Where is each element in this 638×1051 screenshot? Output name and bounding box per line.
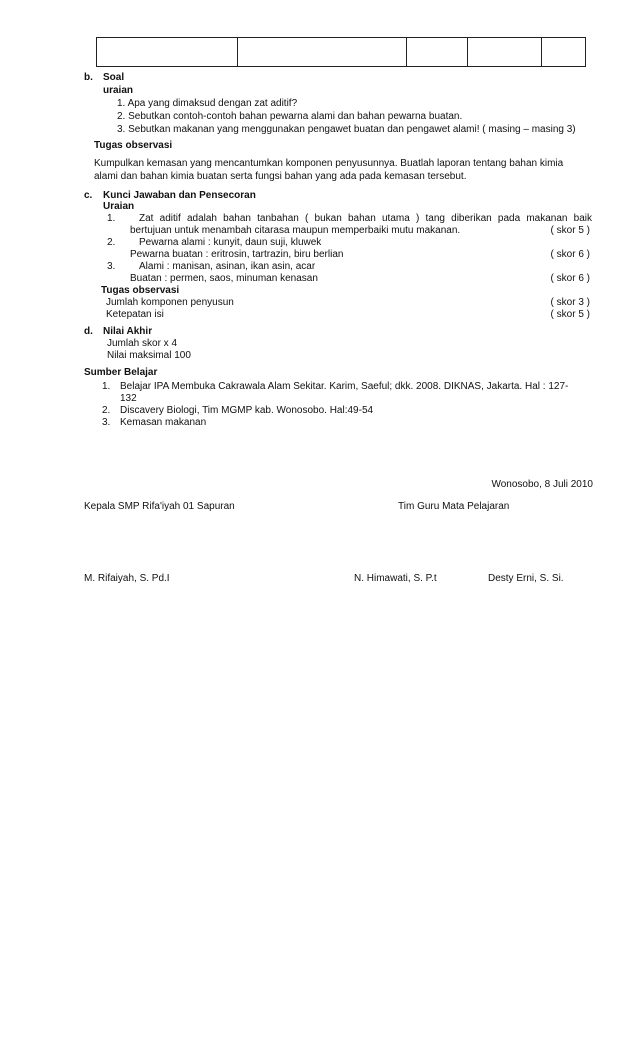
answer-1-number: 1. (107, 213, 116, 224)
question-3: 3. Sebutkan makanan yang menggunakan pengawet buatan dan pengawet alami! ( masing – masing 3) (117, 124, 576, 135)
observation-key-item: Jumlah komponen penyusun (106, 297, 234, 308)
section-b-marker: b. (84, 72, 93, 83)
question-1: 1. Apa yang dimaksud dengan zat aditif? (117, 98, 298, 109)
answer-3-number: 3. (107, 261, 116, 272)
headmaster-role: Kepala SMP Rifa'iyah 01 Sapuran (84, 501, 235, 512)
answer-1-score: ( skor 5 ) (550, 225, 590, 236)
source-2-number: 2. (102, 405, 111, 416)
answer-2-line: Pewarna buatan : eritrosin, tartrazin, biru berlian (130, 249, 344, 260)
observation-text-line: Kumpulkan kemasan yang mencantumkan komponen penyusunnya. Buatlah laporan tentang bahan kimia (94, 158, 564, 169)
signatory-name: M. Rifaiyah, S. Pd.I (84, 573, 170, 584)
observation-key-score: ( skor 5 ) (550, 309, 590, 320)
final-score-line: Nilai maksimal 100 (107, 350, 191, 361)
observation-key-item: Ketepatan isi (106, 309, 164, 320)
answer-1-line: Zat aditif adalah bahan tanbahan ( bukan bahan utama ) tang diberikan pada makanan baik (139, 213, 592, 224)
answer-3-line: Alami : manisan, asinan, ikan asin, acar (139, 261, 316, 272)
section-c-marker: c. (84, 190, 93, 201)
observation-key-score: ( skor 3 ) (550, 297, 590, 308)
table-divider (237, 38, 238, 66)
signatory-name: N. Himawati, S. P.t (354, 573, 437, 584)
section-b-title: Soal (103, 72, 125, 83)
section-c-title: Kunci Jawaban dan Pensecoran (103, 190, 256, 201)
source-1-number: 1. (102, 381, 111, 392)
question-2: 2. Sebutkan contoh-contoh bahan pewarna alami dan bahan pewarna buatan. (117, 111, 463, 122)
final-score-line: Jumlah skor x 4 (107, 338, 178, 349)
source-2: Discavery Biologi, Tim MGMP kab. Wonosobo. Hal:49-54 (120, 405, 374, 416)
answer-1-line: bertujuan untuk menambah citarasa maupun memperbaiki mutu makanan. (130, 225, 461, 236)
answer-2-number: 2. (107, 237, 116, 248)
source-1-line: 132 (120, 393, 137, 404)
section-c-subtitle: Uraian (103, 201, 135, 212)
section-d-title: Nilai Akhir (103, 326, 153, 337)
teacher-team-role: Tim Guru Mata Pelajaran (398, 501, 510, 512)
answer-2-line: Pewarna alami : kunyit, daun suji, kluwek (139, 237, 322, 248)
source-3-number: 3. (102, 417, 111, 428)
observation-key-title: Tugas observasi (101, 285, 180, 296)
answer-3-score: ( skor 6 ) (550, 273, 590, 284)
observation-text-line: alami dan bahan kimia buatan serta fungsi bahan yang ada pada kemasan tersebut. (94, 171, 467, 182)
signatory-name: Desty Erni, S. Si. (488, 573, 564, 584)
table-divider (541, 38, 542, 66)
table-divider (467, 38, 468, 66)
table-divider (406, 38, 407, 66)
answer-3-line: Buatan : permen, saos, minuman kenasan (130, 273, 318, 284)
section-d-marker: d. (84, 326, 93, 337)
section-b-subtitle: uraian (103, 85, 134, 96)
source-1-line: Belajar IPA Membuka Cakrawala Alam Sekitar. Karim, Saeful; dkk. 2008. DIKNAS, Jakarta. Hal : 127- (120, 381, 569, 392)
header-table-row (96, 37, 586, 67)
sources-title: Sumber Belajar (84, 367, 158, 378)
place-date: Wonosobo, 8 Juli 2010 (491, 479, 593, 490)
answer-2-score: ( skor 6 ) (550, 249, 590, 260)
observation-title: Tugas observasi (94, 140, 173, 151)
source-3: Kemasan makanan (120, 417, 207, 428)
